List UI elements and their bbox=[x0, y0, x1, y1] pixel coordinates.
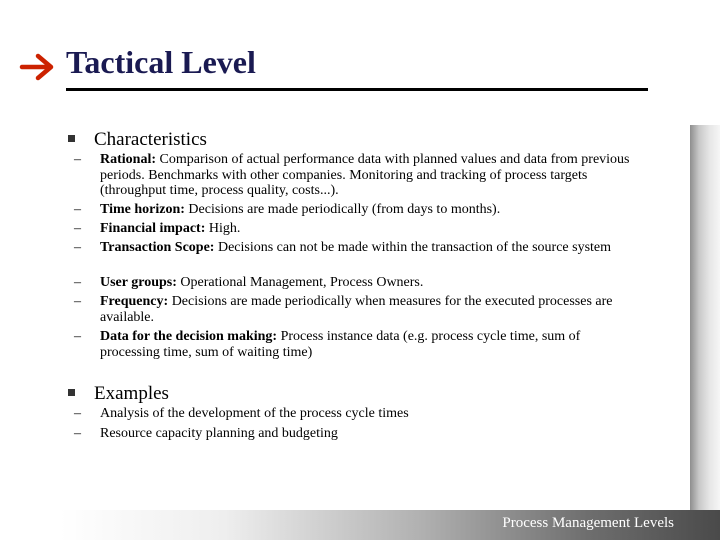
characteristic-item bbox=[74, 294, 640, 325]
dash-bullet-icon: – bbox=[74, 294, 81, 309]
item-label: Data for the decision making: bbox=[100, 329, 278, 344]
characteristic-item bbox=[74, 275, 640, 291]
characteristic-item bbox=[74, 240, 640, 256]
dash-bullet-icon: – bbox=[74, 221, 81, 236]
item-label: Financial impact: bbox=[100, 221, 206, 236]
item-text: Decisions can not be made within the transaction of the source system bbox=[214, 240, 612, 255]
item-text: Decisions are made periodically when measures for the executed processes are available. bbox=[100, 294, 613, 325]
example-text: Analysis of the development of the process cycle times bbox=[100, 406, 409, 421]
dash-bullet-icon: – bbox=[74, 202, 81, 217]
item-text: Comparison of actual performance data with planned values and data from previous periods. Benchmarks with other companies. Monitoring and tracking of process targets (throughput time, process quality, costs...). bbox=[100, 152, 630, 198]
item-text: High. bbox=[205, 221, 241, 236]
characteristic-item bbox=[74, 152, 640, 199]
item-label: Rational: bbox=[100, 152, 156, 167]
dash-bullet-icon: – bbox=[74, 329, 81, 344]
arrow-right-icon bbox=[18, 52, 58, 82]
characteristic-item bbox=[74, 329, 640, 360]
item-text: Decisions are made periodically (from days to months). bbox=[184, 202, 501, 217]
square-bullet-icon bbox=[68, 135, 75, 142]
title-underline bbox=[66, 88, 648, 91]
slide-title: Tactical Level bbox=[66, 44, 256, 80]
square-bullet-icon bbox=[68, 389, 75, 396]
dash-bullet-icon: – bbox=[74, 275, 81, 290]
item-label: Transaction Scope: bbox=[100, 240, 215, 255]
characteristics-heading: Characteristics bbox=[94, 129, 207, 150]
dash-bullet-icon: – bbox=[74, 152, 81, 167]
item-label: User groups: bbox=[100, 275, 177, 290]
examples-heading: Examples bbox=[94, 383, 169, 404]
example-item bbox=[74, 426, 640, 442]
dash-bullet-icon: – bbox=[74, 406, 81, 421]
dash-bullet-icon: – bbox=[74, 426, 81, 441]
footer-title: Process Management Levels bbox=[502, 515, 674, 531]
dash-bullet-icon: – bbox=[74, 240, 81, 255]
decorative-side-shade bbox=[690, 125, 720, 540]
item-label: Frequency: bbox=[100, 294, 169, 309]
item-label: Time horizon: bbox=[100, 202, 185, 217]
characteristic-item bbox=[74, 221, 640, 237]
example-text: Resource capacity planning and budgeting bbox=[100, 426, 338, 441]
item-text: Process instance data (e.g. process cycle time, sum of processing time, sum of waiting time) bbox=[100, 329, 581, 360]
example-item bbox=[74, 406, 640, 422]
characteristic-item bbox=[74, 202, 640, 218]
item-text: Operational Management, Process Owners. bbox=[176, 275, 424, 290]
